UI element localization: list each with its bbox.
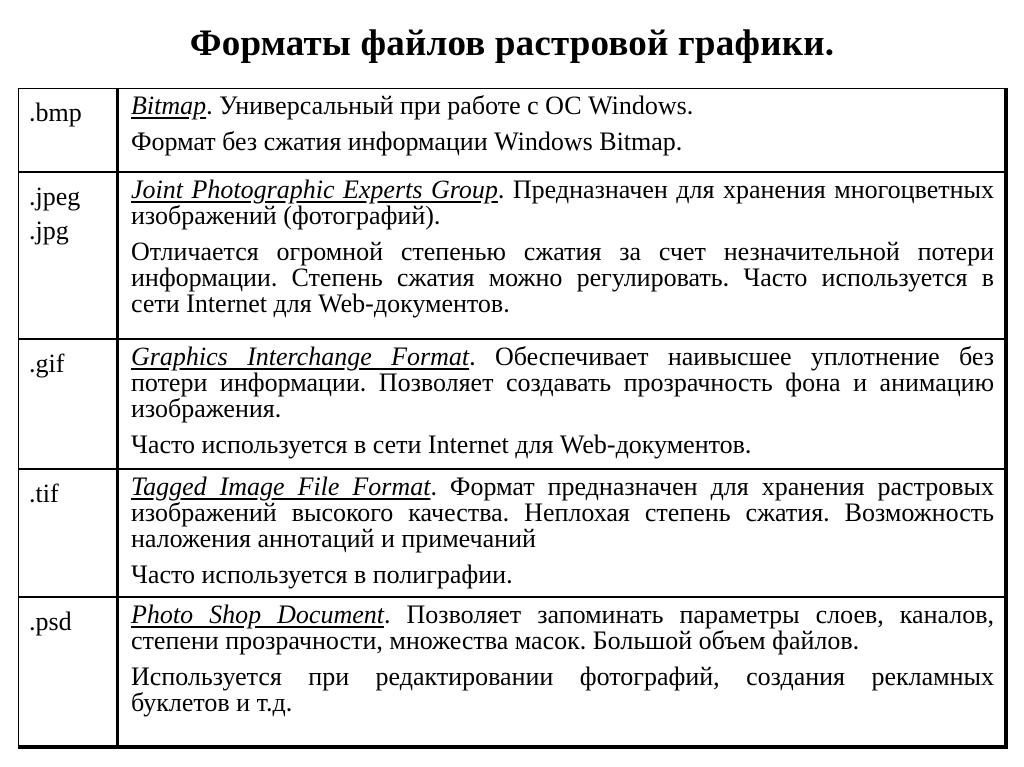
formats-table bbox=[18, 88, 1008, 749]
extension-label: .tif bbox=[29, 479, 59, 508]
description-text: . Формат предназначен для хранения растровых изображений высокого качества. Неплохая степень сжатия. Возможность наложения аннотаций и примечаний bbox=[131, 472, 994, 553]
extension-label: .psd bbox=[29, 607, 72, 636]
description-paragraph bbox=[131, 93, 994, 119]
table-row-jpeg bbox=[19, 173, 1007, 340]
format-name: Graphics Interchange Format bbox=[131, 342, 470, 371]
format-name: Tagged Image File Format bbox=[131, 472, 431, 501]
description-text: . Позволяет запоминать параметры слоев, каналов, степени прозрачности, множества масок. Большой объем файлов. bbox=[131, 600, 995, 655]
extension-cell bbox=[19, 470, 119, 596]
table-row-tif bbox=[19, 470, 1007, 598]
description-paragraph bbox=[131, 344, 994, 422]
table-row-gif bbox=[19, 340, 1007, 470]
usage-paragraph: Часто используется в полиграфии. bbox=[131, 560, 513, 589]
description-paragraph bbox=[131, 474, 994, 552]
description-cell bbox=[119, 598, 1004, 745]
page-title: Форматы файлов растровой графики. bbox=[189, 23, 835, 64]
table-row-psd bbox=[19, 598, 1007, 748]
table-row-bmp bbox=[19, 89, 1007, 173]
description-cell bbox=[119, 340, 1004, 468]
format-name: Photo Shop Document bbox=[131, 600, 385, 629]
extension-cell bbox=[19, 89, 119, 171]
format-name: Joint Photographic Experts Group bbox=[131, 175, 498, 204]
extension-label: .bmp bbox=[29, 98, 82, 127]
usage-paragraph: Используется при редактировании фотографий, создания рекламных буклетов и т.д. bbox=[131, 662, 994, 717]
extension-label: .jpeg bbox=[29, 182, 81, 211]
description-cell bbox=[119, 89, 1004, 171]
description-paragraph bbox=[131, 177, 994, 229]
description-text: . Обеспечивает наивысшее уплотнение без потери информации. Позволяет создавать прозрачность фона и анимацию изображения. bbox=[131, 342, 995, 423]
extension-label: .gif bbox=[29, 349, 65, 378]
extension-cell bbox=[19, 598, 119, 745]
usage-paragraph: Формат без сжатия информации Windows Bitmap. bbox=[131, 127, 683, 156]
usage-paragraph: Часто используется в сети Internet для Web-документов. bbox=[131, 430, 752, 459]
usage-paragraph: Отличается огромной степенью сжатия за счет незначительной потери информации. Степень сжатия можно регулировать. Часто используется в сети Internet для Web-документов. bbox=[131, 237, 994, 318]
format-name: Bitmap bbox=[131, 91, 207, 120]
description-paragraph bbox=[131, 602, 994, 654]
extension-cell bbox=[19, 340, 119, 468]
extension-cell bbox=[19, 173, 119, 338]
description-cell bbox=[119, 470, 1004, 596]
extension-label: .jpg bbox=[29, 216, 69, 245]
description-text: . Универсальный при работе с ОС Windows. bbox=[206, 91, 694, 120]
description-text: . Предназначен для хранения многоцветных изображений (фотографий). bbox=[131, 175, 994, 230]
description-cell bbox=[119, 173, 1004, 338]
